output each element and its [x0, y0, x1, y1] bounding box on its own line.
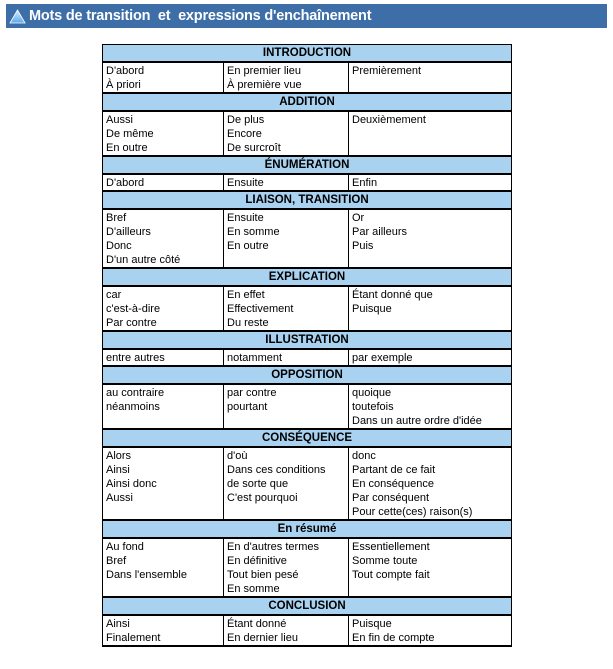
expression-item: Or [352, 212, 365, 224]
expression-item: En conséquence [352, 478, 434, 490]
section-title: ILLUSTRATION [103, 331, 512, 349]
table-cell [349, 209, 512, 268]
expression-item: En outre [106, 142, 148, 154]
expression-item: Aussi [106, 492, 133, 504]
expression-item: D'abord [106, 65, 145, 77]
section-header-row [103, 45, 512, 63]
expression-item: par contre [227, 387, 277, 399]
expression-item: En dernier lieu [227, 632, 298, 644]
expression-item: D'un autre côté [106, 254, 181, 266]
expression-item: Par contre [106, 317, 157, 329]
section-content-row [103, 349, 512, 366]
expression-item: entre autres [106, 352, 165, 364]
section-header-row [103, 597, 512, 615]
section-title: CONSÉQUENCE [103, 429, 512, 447]
table-cell [349, 62, 512, 93]
expression-item: En somme [227, 226, 280, 238]
expression-item: Premièrement [352, 65, 422, 77]
section-title: INTRODUCTION [103, 45, 512, 63]
expression-item: quoique [352, 387, 392, 399]
expression-item: au contraire [106, 387, 165, 399]
section-title: ÉNUMÉRATION [103, 156, 512, 174]
section-content-row [103, 209, 512, 268]
expression-item: Dans l'ensemble [106, 569, 187, 581]
expression-item: En fin de compte [352, 632, 435, 644]
expression-item: Pour cette(ces) raison(s) [352, 506, 473, 518]
section-header-row [103, 156, 512, 174]
page-title: Mots de transition et expressions d'enchaînement [29, 8, 372, 24]
section-title: ADDITION [103, 93, 512, 111]
table-cell [349, 538, 512, 597]
expression-item: À priori [106, 79, 141, 91]
expression-item: Puisque [352, 618, 392, 630]
expression-item: Partant de ce fait [352, 464, 436, 476]
section-title: En résumé [103, 520, 512, 538]
expression-item: par exemple [352, 352, 413, 364]
section-content-row [103, 174, 512, 191]
expression-item: En effet [227, 289, 265, 301]
table-cell [103, 615, 224, 646]
expression-item: Somme toute [352, 555, 418, 567]
section-header-row [103, 268, 512, 286]
table-cell [224, 384, 349, 429]
expression-item: De plus [227, 114, 265, 126]
expression-item: Dans un autre ordre d'idée [352, 415, 482, 427]
expression-item: Aussi [106, 114, 133, 126]
table-cell [103, 447, 224, 520]
expression-item: D'abord [106, 177, 145, 189]
expression-item: En définitive [227, 555, 287, 567]
expression-item: De même [106, 128, 154, 140]
expression-item: Deuxièmement [352, 114, 426, 126]
triangle-up-icon [9, 9, 26, 24]
table-cell [224, 286, 349, 331]
table-cell [224, 174, 349, 191]
table-cell [103, 209, 224, 268]
table-cell [224, 111, 349, 156]
expression-item: En d'autres termes [227, 541, 319, 553]
table-cell [103, 384, 224, 429]
table-cell [224, 62, 349, 93]
expression-item: Puisque [352, 303, 392, 315]
expression-item: Ensuite [227, 177, 264, 189]
header-bar [6, 4, 607, 28]
section-content-row [103, 286, 512, 331]
expression-item: Tout compte fait [352, 569, 430, 581]
expression-item: Tout bien pesé [227, 569, 299, 581]
expression-item: donc [352, 450, 376, 462]
expression-item: de sorte que [227, 478, 289, 490]
expression-item: Finalement [106, 632, 161, 644]
expression-item: Par conséquent [352, 492, 430, 504]
expression-item: Étant donné que [352, 289, 433, 301]
section-content-row [103, 62, 512, 93]
section-title: CONCLUSION [103, 597, 512, 615]
table-cell [224, 349, 349, 366]
section-content-row [103, 111, 512, 156]
expression-item: Donc [106, 240, 132, 252]
table-cell [224, 615, 349, 646]
table-cell [349, 447, 512, 520]
expression-item: D'ailleurs [106, 226, 151, 238]
table-cell [224, 209, 349, 268]
table-cell [349, 349, 512, 366]
expression-item: toutefois [352, 401, 394, 413]
table-cell [103, 62, 224, 93]
section-title: LIAISON, TRANSITION [103, 191, 512, 209]
expression-item: Encore [227, 128, 262, 140]
expression-item: notamment [227, 352, 283, 364]
section-content-row [103, 615, 512, 646]
section-header-row [103, 520, 512, 538]
table-cell [103, 538, 224, 597]
table-cell [349, 111, 512, 156]
section-content-row [103, 538, 512, 597]
expression-item: Au fond [106, 541, 144, 553]
section-header-row [103, 331, 512, 349]
expression-item: Bref [106, 555, 127, 567]
section-title: EXPLICATION [103, 268, 512, 286]
table-cell [103, 286, 224, 331]
expression-item: En somme [227, 583, 280, 595]
expression-item: À première vue [227, 79, 302, 91]
expression-item: car [106, 289, 122, 301]
table-cell [103, 111, 224, 156]
expression-item: Effectivement [227, 303, 294, 315]
section-header-row [103, 191, 512, 209]
table-cell [103, 174, 224, 191]
expression-item: d'où [227, 450, 248, 462]
section-title: OPPOSITION [103, 366, 512, 384]
expression-item: néanmoins [106, 401, 160, 413]
expression-item: Puis [352, 240, 374, 252]
table-cell [349, 174, 512, 191]
section-header-row [103, 366, 512, 384]
expression-item: Par ailleurs [352, 226, 408, 238]
expression-item: Enfin [352, 177, 378, 189]
expression-item: Essentiellement [352, 541, 430, 553]
table-body [103, 45, 512, 647]
expression-item: Bref [106, 212, 127, 224]
table-cell [349, 384, 512, 429]
expression-item: Ensuite [227, 212, 264, 224]
expression-item: Du reste [227, 317, 269, 329]
expression-item: pourtant [227, 401, 268, 413]
section-content-row [103, 447, 512, 520]
expression-item: En premier lieu [227, 65, 301, 77]
section-header-row [103, 93, 512, 111]
table-cell [103, 349, 224, 366]
expression-item: Dans ces conditions [227, 464, 326, 476]
section-header-row [103, 429, 512, 447]
table-cell [349, 615, 512, 646]
table-cell [224, 447, 349, 520]
expression-item: Alors [106, 450, 132, 462]
expression-item: Ainsi [106, 618, 130, 630]
expression-item: Ainsi donc [106, 478, 157, 490]
expression-item: De surcroît [227, 142, 281, 154]
section-content-row [103, 384, 512, 429]
expression-item: c'est-à-dire [106, 303, 161, 315]
expression-item: En outre [227, 240, 269, 252]
table-cell [349, 286, 512, 331]
transition-words-table [102, 44, 512, 647]
expression-item: Étant donné [227, 618, 287, 630]
expression-item: Ainsi [106, 464, 130, 476]
expression-item: C'est pourquoi [227, 492, 298, 504]
table-cell [224, 538, 349, 597]
